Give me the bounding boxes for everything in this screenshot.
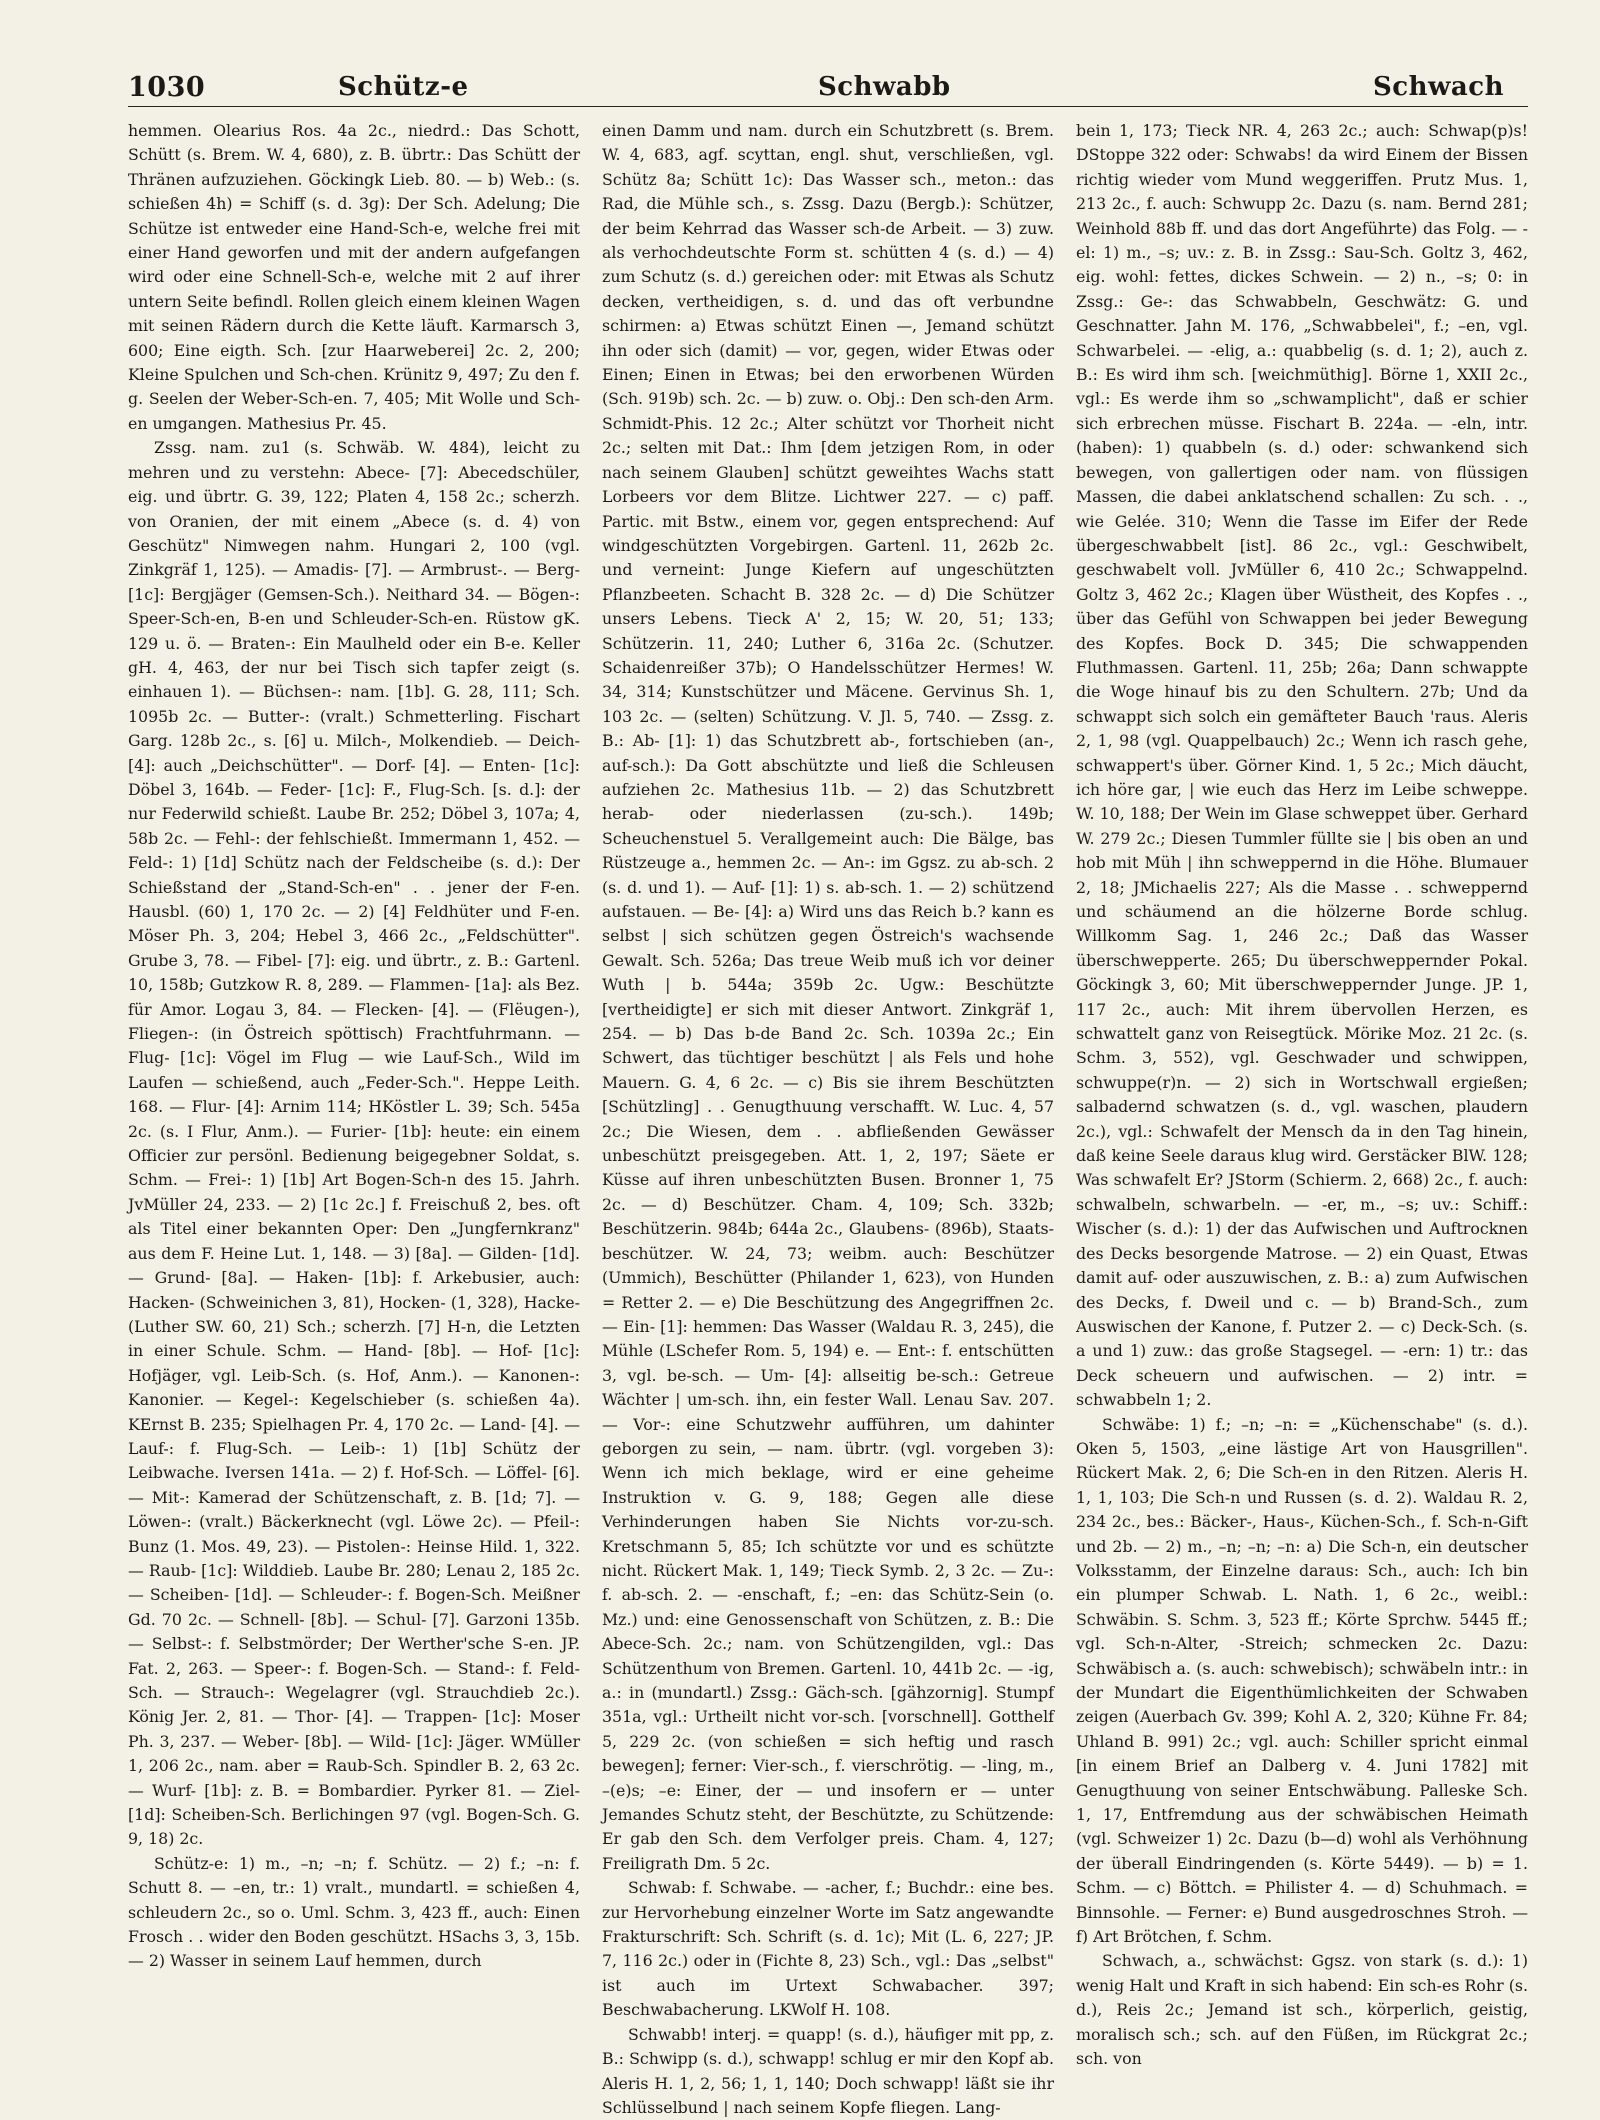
entry-paragraph: Schwäbe: 1) f.; –n; –n: = „Küchenschabe" (s. d.). Oken 5, 1503, „eine lästige Art von Hausgrillen". Rückert Mak. 2, 6; Die Sch-en in den Ritzen. Aleris H. 1, 1, 103; Die Sch-n und Russen (s. d. 2). Waldau R. 2, 234 2c., bes.: Bäcker-, Haus-, Küchen-Sch., f. Sch-n-Gift und 2b. — 2) m., –n; –n; –n: a) Die Sch-n, ein deutscher Volksstamm, der Einzelne daraus: Sch., auch: Ich bin ein plumper Schwab. L. Nath. 1, 6 2c., weibl.: Schwäbin. S. Schm. 3, 523 ff.; Körte Sprchw. 5445 ff.; vgl. Sch-n-Alter, -Streich; schmecken 2c. Dazu: Schwäbisch a. (s. auch: schwebisch); schwäbeln intr.: in der Mundart die Eigenthümlichkeiten der Schwaben zeigen (Auerbach Gv. 399; Kohl A. 2, 320; Kühne Fr. 84; Uhland B. 991) 2c.; vgl. auch: Schiller spricht einmal [in einem Brief an Dalberg v. 4. Juni 1782] mit Genugthuung von seiner Entschwäbung. Palleske Sch. 1, 17, Entfremdung aus der schwäbischen Heimath (vgl. Schweizer 1) 2c. Dazu (b—d) wohl als Verhöhnung der überall Eindringenden (s. Körte 5449). — b) = 1. Schm. — c) Böttch. = Philister 4. — d) Schuhmach. = Binnsohle. — Ferner: e) Bund ausgedroschnes Stroh. — f) Art Brötchen, f. Schm.	[1076, 1414, 1528, 1947]
right-guide-word: Schwach	[1373, 72, 1504, 102]
entry-paragraph: hemmen. Olearius Ros. 4a 2c., niedrd.: Das Schott, Schütt (s. Brem. W. 4, 680), z. B. übrtr.: Das Schütt der Thränen aufzuziehen. Göckingk Lieb. 80. — b) Web.: (s. schießen 4h) = Schiff (s. d. 3g): Der Sch. Adelung; Die Schütze ist entweder eine Hand-Sch-e, welche frei mit einer Hand geworfen und mit der andern aufgefangen wird oder eine Schnell-Sch-e, welche mit 2 auf ihrer untern Seite befindl. Rollen gleich einem kleinen Wagen mit seinen Rädern durch die Kette läuft. Karmarsch 3, 600; Eine eigth. Sch. [zur Haarweberei] 2c. 2, 200; Kleine Spulchen und Sch-chen. Krünitz 9, 497; Zu den f. g. Seelen der Weber-Sch-en. 7, 405; Mit Wolle und Sch-en umgangen. Mathesius Pr. 45.	[128, 121, 580, 433]
entry-paragraph: Schwab: f. Schwabe. — -acher, f.; Buchdr.: eine bes. zur Hervorhebung einzelner Worte im Satz angewandte Frakturschrift: Sch. Schrift (s. d. 1c); Mit (L. 6, 227; JP. 7, 116 2c.) oder in (Fichte 8, 23) Sch., vgl.: Das „selbst" ist auch im Urtext Schwabacher. 397; Beschwabacherung. LKWolf H. 108.	[602, 1878, 1054, 2020]
entry-paragraph: Zssg. nam. zu1 (s. Schwäb. W. 484), leicht zu mehren und zu verstehn: Abece- [7]: Abecedschüler, eig. und übrtr. G. 39, 122; Platen 4, 158 2c.; scherzh. von Oranien, der mit einem „Abece (s. d. 4) von Geschütz" Nimwegen nahm. Hungari 2, 100 (vgl. Zinkgräf 1, 125). — Amadis- [7]. — Armbrust-. — Berg- [1c]: Bergjäger (Gemsen-Sch.). Neithard 34. — Bögen-: Speer-Sch-en, B-en und Schleuder-Sch-en. Rüstow gK. 129 u. ö. — Braten-: Ein Maulheld oder ein B-e. Keller gH. 4, 463, der nur bei Tisch sich tapfer zeigt (s. einhauen 1). — Büchsen-: nam. [1b]. G. 28, 111; Sch. 1095b 2c. — Butter-: (vralt.) Schmetterling. Fischart Garg. 128b 2c., s. [6] u. Milch-, Molkendieb. — Deich- [4]: auch „Deichschütter". — Dorf- [4]. — Enten- [1c]: Döbel 3, 164b. — Feder- [1c]: F., Flug-Sch. [s. d.]: der nur Federwild schießt. Laube Br. 252; Döbel 3, 107a; 4, 58b 2c. — Fehl-: der fehlschießt. Immermann 1, 452. — Feld-: 1) [1d] Schütz nach der Feldscheibe (s. d.): Der Schießstand der „Stand-Sch-en" . . jener der F-en. Hausbl. (60) 1, 170 2c. — 2) [4] Feldhüter und F-en. Möser Ph. 3, 204; Hebel 3, 466 2c., „Feldschütter". Grube 3, 78. — Fibel- [7]: eig. und übrtr., z. B.: Gartenl. 10, 158b; Gutzkow R. 8, 289. — Flammen- [1a]: als Bez. für Amor. Logau 3, 84. — Flecken- [4]. — (Flëugen-), Fliegen-: (in Östreich spöttisch) Frachtfuhrmann. — Flug- [1c]: Vögel im Flug — wie Lauf-Sch., Wild im Laufen — schießend, auch „Feder-Sch.". Heppe Leith. 168. — Flur- [4]: Arnim 114; HKöstler L. 39; Sch. 545a 2c. (s. I Flur, Anm.). — Furier- [1b]: heute: ein einem Officier zur persönl. Bedienung beigegebner Soldat, s. Schm. — Frei-: 1) [1b] Art Bogen-Sch-n des 15. Jahrh. JvMüller 24, 233. — 2) [1c 2c.] f. Freischuß 2, bes. oft als Titel einer bekannten Oper: Den „Jungfernkranz" aus dem F. Heine Lut. 1, 148. — 3) [8a]. — Gilden- [1d]. — Grund- [8a]. — Haken- [1b]: f. Arkebusier, auch: Hacken- (Schweinichen 3, 81), Hocken- (1, 328), Hacke- (Luther SW. 60, 21) Sch.; scherzh. [7] H-n, die Letzten in einer Schule. Schm. — Hand- [8b]. — Hof- [1c]: Hofjäger, vgl. Leib-Sch. (s. Hof, Anm.). — Kanonen-: Kanonier. — Kegel-: Kegelschieber (s. schießen 4a). KErnst B. 235; Spielhagen Pr. 4, 170 2c. — Land- [4]. — Lauf-: f. Flug-Sch. — Leib-: 1) [1b] Schütz der Leibwache. Iversen 141a. — 2) f. Hof-Sch. — Löffel- [6]. — Mit-: Kamerad der Schützenschaft, z. B. [1d; 7]. — Löwen-: (vralt.) Bäckerknecht (vgl. Löwe 2c). — Pfeil-: Bunz (1. Mos. 49, 23). — Pistolen-: Heinse Hild. 1, 322. — Raub- [1c]: Wilddieb. Laube Br. 280; Lenau 2, 185 2c. — Scheiben- [1d]. — Schleuder-: f. Bogen-Sch. Meißner Gd. 70 2c. — Schnell- [8b]. — Schul- [7]. Garzoni 135b. — Selbst-: f. Selbstmörder; Der Werther'sche S-en. JP. Fat. 2, 263. — Speer-: f. Bogen-Sch. — Stand-: f. Feld-Sch. — Strauch-: Wegelagrer (vgl. Strauchdieb 2c.). König Jer. 2, 81. — Thor- [4]. — Trappen- [1c]: Moser Ph. 3, 237. — Weber- [8b]. — Wild- [1c]: Jäger. WMüller 1, 206 2c., nam. aber = Raub-Sch. Spindler B. 2, 63 2c. — Wurf- [1b]: z. B. = Bombardier. Pyrker 81. — Ziel- [1d]: Scheiben-Sch. Berlichingen 97 (vgl. Bogen-Sch. G. 9, 18) 2c.	[128, 438, 580, 1849]
page-number: 1030	[128, 72, 206, 103]
center-guide-word: Schwabb	[818, 72, 951, 102]
entry-paragraph: Schütz-e: 1) m., –n; –n; f. Schütz. — 2) f.; –n: f. Schutt 8. — –en, tr.: 1) vralt., mundartl. = schießen 4, schleudern 2c., so o. Uml. Schm. 3, 423 ff., auch: Einen Frosch . . wider den Boden geschützt. HSachs 3, 3, 15b. — 2) Wasser in seinem Lauf hemmen, durch	[128, 1853, 580, 1971]
entry-paragraph: bein 1, 173; Tieck NR. 4, 263 2c.; auch: Schwap(p)s! DStoppe 322 oder: Schwabs! da wird Einem der Bissen richtig wieder vom Mund weggeriffen. Prutz Mus. 1, 213 2c., f. auch: Schwupp 2c. Dazu (s. nam. Bernd 281; Weinhold 88b ff. und das dort Angeführte) das Folg. — -el: 1) m., –s; uv.: z. B. in Zssg.: Sau-Sch. Goltz 3, 462, eig. wohl: fettes, dickes Schwein. — 2) n., –s; 0: in Zssg.: Ge-: das Schwabbeln, Geschwätz: G. und Geschnatter. Jahn M. 176, „Schwabbelei", f.; –en, vgl. Schwarbelei. — -elig, a.: quabbelig (s. d. 1; 2), auch z. B.: Es wird ihm sch. [weichmüthig]. Börne 1, XXII 2c., vgl.: Es werde ihm so „schwamplicht", daß er schier sich erbrechen müsse. Fischart B. 224a. — -eln, intr. (haben): 1) quabbeln (s. d.) oder: schwankend sich bewegen, von gallertigen oder nam. von flüssigen Massen, die dabei anklatschend schallen: Zu sch. . ., wie Gelée. 310; Wenn die Tasse im Eifer der Rede übergeschwabbelt [ist]. 86 2c., vgl.: Geschwibelt, geschwabelt voll. JvMüller 6, 410 2c.; Schwappelnd. Goltz 3, 462 2c.; Klagen über Wüstheit, des Kopfes . ., über das Gefühl von Schwappen bei jeder Bewegung des Kopfes. Bock D. 345; Die schwappenden Fluthmassen. Gartenl. 11, 25b; 26a; Dann schwappte die Woge hinauf bis zu den Schultern. 27b; Und da schwappt sich solch ein gemäfteter Bauch 'raus. Aleris 2, 1, 98 (vgl. Quappelbauch) 2c.; Wenn ich rasch gehe, schwappert's über. Görner Kind. 1, 5 2c.; Mich däucht, ich höre gar, | wie euch das Herz im Leibe schweppe. W. 10, 188; Der Wein im Glase schweppet über. Gerhard W. 279 2c.; Diesen Tummler füllte sie | bis oben an und hob mit Müh | ihn schweppernd in die Höhe. Blumauer 2, 18; JMichaelis 227; Als die Masse . . schweppernd und schäumend an die hölzerne Borde schlug. Willkomm Sag. 1, 246 2c.; Daß das Wasser überschwepperte. 265; Du überschweppernder Pokal. Göckingk 3, 60; Mit überschweppernder Junge. JP. 1, 117 2c., auch: Mit ihrem übervollen Herzen, es schwattelt ganz von Reisegtück. Mörike Moz. 21 2c. (s. Schm. 3, 552), vgl. Geschwader und schwippen, schwuppe(r)n. — 2) sich in Wortschwall ergießen; salbadernd schwatzen (s. d., vgl. waschen, plaudern 2c.), vgl.: Schwafelt der Mensch da in den Tag hinein, daß keine Seele daraus klug wird. Gerstäcker BlW. 128; Was schwafelt Er? JStorm (Schierm. 2, 668) 2c., f. auch: schwalbeln, schwarbeln. — -er, m., –s; uv.: Schiff.: Wischer (s. d.): 1) der das Aufwischen und Auftrocknen des Decks besorgende Matrose. — 2) ein Quast, Etwas damit auf- oder auszuwischen, z. B.: a) zum Aufwischen des Decks, f. Dweil und c. — b) Brand-Sch., zum Auswischen der Kanone, f. Putzer 2. — c) Deck-Sch. (s. a und 1) zuw.: das große Stagsegel. — -ern: 1) tr.: das Deck scheuern und aufwischen. — 2) intr. = schwabbeln 1; 2.	[1076, 121, 1528, 1410]
entry-paragraph: Schwabb! interj. = quapp! (s. d.), häufiger mit pp, z. B.: Schwipp (s. d.), schwapp! schlug er mir den Kopf ab. Aleris H. 1, 2, 56; 1, 1, 140; Doch schwapp! läßt sie ihr Schlüsselbund | nach seinem Kopfe fliegen. Lang-	[602, 2024, 1054, 2117]
entry-paragraph: Schwach, a., schwächst: Ggsz. von stark (s. d.): 1) wenig Halt und Kraft in sich habend: Ein sch-es Rohr (s. d.), Reis 2c.; Jemand ist sch., körperlich, geistig, moralisch sch.; sch. auf den Füßen, im Rückgrat 2c.; sch. von	[1076, 1951, 1528, 2069]
entry-paragraph: einen Damm und nam. durch ein Schutzbrett (s. Brem. W. 4, 683, agf. scyttan, engl. shut, verschließen, vgl. Schütz 8a; Schütt 1c): Das Wasser sch., meton.: das Rad, die Mühle sch., s. Zssg. Dazu (Bergb.): Schützer, der beim Kehrrad das Wasser sch-de Arbeit. — 3) zuw. als verhochdeutschte Form st. schütten 4 (s. d.) — 4) zum Schutz (s. d.) gereichen oder: mit Etwas als Schutz decken, vertheidigen, s. d. und das oft verbundne schirmen: a) Etwas schützt Einen —, Jemand schützt ihn oder sich (damit) — vor, gegen, wider Etwas oder Einen; Einen in Etwas; bei den erworbenen Würden (Sch. 919b) sch. 2c. — b) zuw. o. Obj.: Den sch-den Arm. Schmidt-Phis. 12 2c.; Alter schützt vor Thorheit nicht 2c.; selten mit Dat.: Ihm [dem jetzigen Rom, in oder nach seinem Glauben] schützt geweihtes Wachs statt Lorbeers vor dem Blitze. Lichtwer 227. — c) paff. Partic. mit Bstw., einem vor, gegen entsprechend: Auf windgeschützten Vorgebirgen. Gartenl. 11, 262b 2c. und verneint: Junge Kiefern auf ungeschützten Pflanzbeeten. Schacht B. 328 2c. — d) Die Schützer unsers Lebens. Tieck A' 2, 15; W. 20, 51; 133; Schützerin. 11, 240; Luther 6, 316a 2c. (Schutzer. Schaidenreißer 37b); O Handelsschützer Hermes! W. 34, 314; Kunstschützer und Mäcene. Gervinus Sh. 1, 103 2c. — (selten) Schützung. V. Jl. 5, 740. — Zssg. z. B.: Ab- [1]: 1) das Schutzbrett ab-, fortschieben (an-, auf-sch.): Da Gott abschützte und ließ die Schleusen aufziehen 2c. Mathesius 11b. — 2) das Schutzbrett herab- oder niederlassen (zu-sch.). 149b; Scheuchenstuel 5. Verallgemeint auch: Die Bälge, bas Rüstzeuge a., hemmen 2c. — An-: im Ggsz. zu ab-sch. 2 (s. d. und 1). — Auf- [1]: 1) s. ab-sch. 1. — 2) schützend aufstauen. — Be- [4]: a) Wird uns das Reich b.? kann es selbst | sich schützen gegen Östreich's wachsende Gewalt. Sch. 526a; Das treue Weib muß ich vor deiner Wuth | b. 544a; 359b 2c. Ugw.: Beschützte [vertheidigte] er sich mit dieser Antwort. Zinkgräf 1, 254. — b) Das b-de Band 2c. Sch. 1039a 2c.; Ein Schwert, das tüchtiger beschützt | als Fels und hohe Mauern. G. 4, 6 2c. — c) Bis sie ihrem Beschützten [Schützling] . . Genugthuung verschafft. W. Luc. 4, 57 2c.; Die Wiesen, dem . . abfließenden Gewässer unbeschützt preisgegeben. Att. 1, 2, 197; Säete er Küsse auf ihren unbeschützten Busen. Bronner 1, 75 2c. — d) Beschützer. Cham. 4, 109; Sch. 332b; Beschützerin. 984b; 644a 2c., Glaubens- (896b), Staats-beschützer. W. 24, 73; weibm. auch: Beschützer (Ummich), Beschütter (Philander 1, 623), von Hunden = Retter 2. — e) Die Beschützung des Angegriffnen 2c. — Ein- [1]: hemmen: Das Wasser (Waldau R. 3, 245), die Mühle (LSchefer Rom. 5, 194) e. — Ent-: f. entschütten 3, vgl. be-sch. — Um- [4]: allseitig be-sch.: Getreue Wächter | um-sch. ihn, ein fester Wall. Lenau Sav. 207. — Vor-: eine Schutzwehr aufführen, um dahinter geborgen zu sein, — nam. übrtr. (vgl. vorgeben 3): Wenn ich mich beklage, wird er eine geheime Instruktion v. G. 9, 188; Gegen alle diese Verhinderungen haben Sie Nichts vor-zu-sch. Kretschmann 5, 85; Ich schützte vor und es schützte nicht. Rückert Mak. 1, 149; Tieck Symb. 2, 3 2c. — Zu-: f. ab-sch. 2. — -enschaft, f.; –en: das Schütz-Sein (o. Mz.) und: eine Genossenschaft von Schützen, z. B.: Die Abece-Sch. 2c.; nam. von Schützengilden, vgl.: Das Schützenthum von Bremen. Gartenl. 10, 441b 2c. — -ig, a.: in (mundartl.) Zssg.: Gäch-sch. [gähzornig]. Stumpf 351a, vgl.: Urtheilt nicht vor-sch. [vorschnell]. Gotthelf 5, 229 2c. (von schießen = sich heftig und rasch bewegen]; ferner: Vier-sch., f. vierschrötig. — -ling, m., –(e)s; –e: Einer, der — und insofern er — unter Jemandes Schutz steht, der Beschützte, zu Schützende: Er gab den Sch. dem Verfolger preis. Cham. 4, 127; Freiligrath Dm. 5 2c.	[602, 121, 1054, 1873]
column-middle	[602, 119, 1054, 2117]
text-columns	[128, 119, 1528, 2117]
left-guide-word: Schütz-e	[338, 72, 469, 102]
column-right	[1076, 119, 1528, 2069]
running-header	[128, 62, 1528, 106]
header-rule	[128, 106, 1528, 107]
column-left	[128, 119, 580, 2034]
